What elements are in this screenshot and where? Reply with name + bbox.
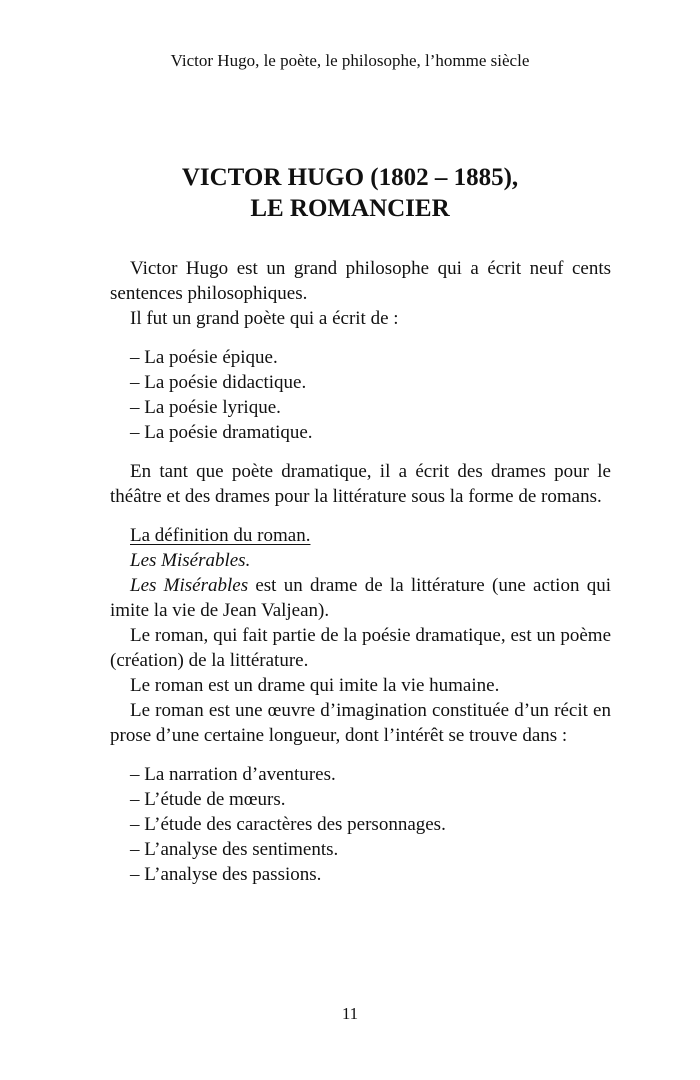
novel-interests-list bbox=[110, 762, 611, 887]
section-heading-text: La définition du roman. bbox=[130, 525, 311, 546]
paragraph-roman-oeuvre: Le roman est une œuvre d’imagination constituée d’un récit en prose d’une certaine longueur, dont l’intérêt se trouve dans : bbox=[110, 700, 611, 746]
list-item: – L’étude des caractères des personnages. bbox=[130, 814, 446, 835]
paragraph-poete-dramatique: En tant que poète dramatique, il a écrit des drames pour le théâtre et des drames pour la littérature sous la forme de romans. bbox=[110, 461, 611, 507]
list-item: – La narration d’aventures. bbox=[130, 764, 336, 785]
paragraph-miserables bbox=[110, 573, 611, 623]
list-item: – L’analyse des sentiments. bbox=[130, 839, 339, 860]
spacer bbox=[110, 748, 611, 762]
running-header: Victor Hugo, le poète, le philosophe, l’homme siècle bbox=[170, 51, 530, 70]
section-heading bbox=[110, 523, 611, 548]
paragraph-miserables-text: est un drame de la littérature (une action qui imite la vie de Jean Valjean). bbox=[110, 575, 611, 621]
chapter-title-line-1: VICTOR HUGO (1802 – 1885), bbox=[181, 164, 519, 191]
list-item: – La poésie épique. bbox=[130, 347, 278, 368]
spacer bbox=[110, 509, 611, 523]
chapter-title bbox=[0, 162, 700, 224]
paragraph-roman-drame: Le roman est un drame qui imite la vie humaine. bbox=[130, 675, 500, 696]
page-number: 11 bbox=[341, 1004, 359, 1023]
list-item: – La poésie lyrique. bbox=[130, 397, 281, 418]
work-title: Les Misérables. bbox=[130, 550, 251, 571]
chapter-title-line-2: LE ROMANCIER bbox=[250, 195, 450, 222]
spacer bbox=[110, 331, 611, 345]
list-item: – L’analyse des passions. bbox=[130, 864, 322, 885]
list-item: – La poésie dramatique. bbox=[130, 422, 313, 443]
paragraph-poete: Il fut un grand poète qui a écrit de : bbox=[130, 308, 399, 329]
page-body bbox=[110, 256, 611, 887]
spacer bbox=[110, 445, 611, 459]
poetry-types-list bbox=[110, 345, 611, 445]
work-title-inline: Les Misérables bbox=[130, 575, 249, 596]
list-item: – La poésie didactique. bbox=[130, 372, 307, 393]
paragraph-philosophe: Victor Hugo est un grand philosophe qui a écrit neuf cents sentences philosophiques. bbox=[110, 258, 611, 304]
list-item: – L’étude de mœurs. bbox=[130, 789, 286, 810]
paragraph-roman-poeme: Le roman, qui fait partie de la poésie dramatique, est un poème (création) de la littérature. bbox=[110, 625, 611, 671]
